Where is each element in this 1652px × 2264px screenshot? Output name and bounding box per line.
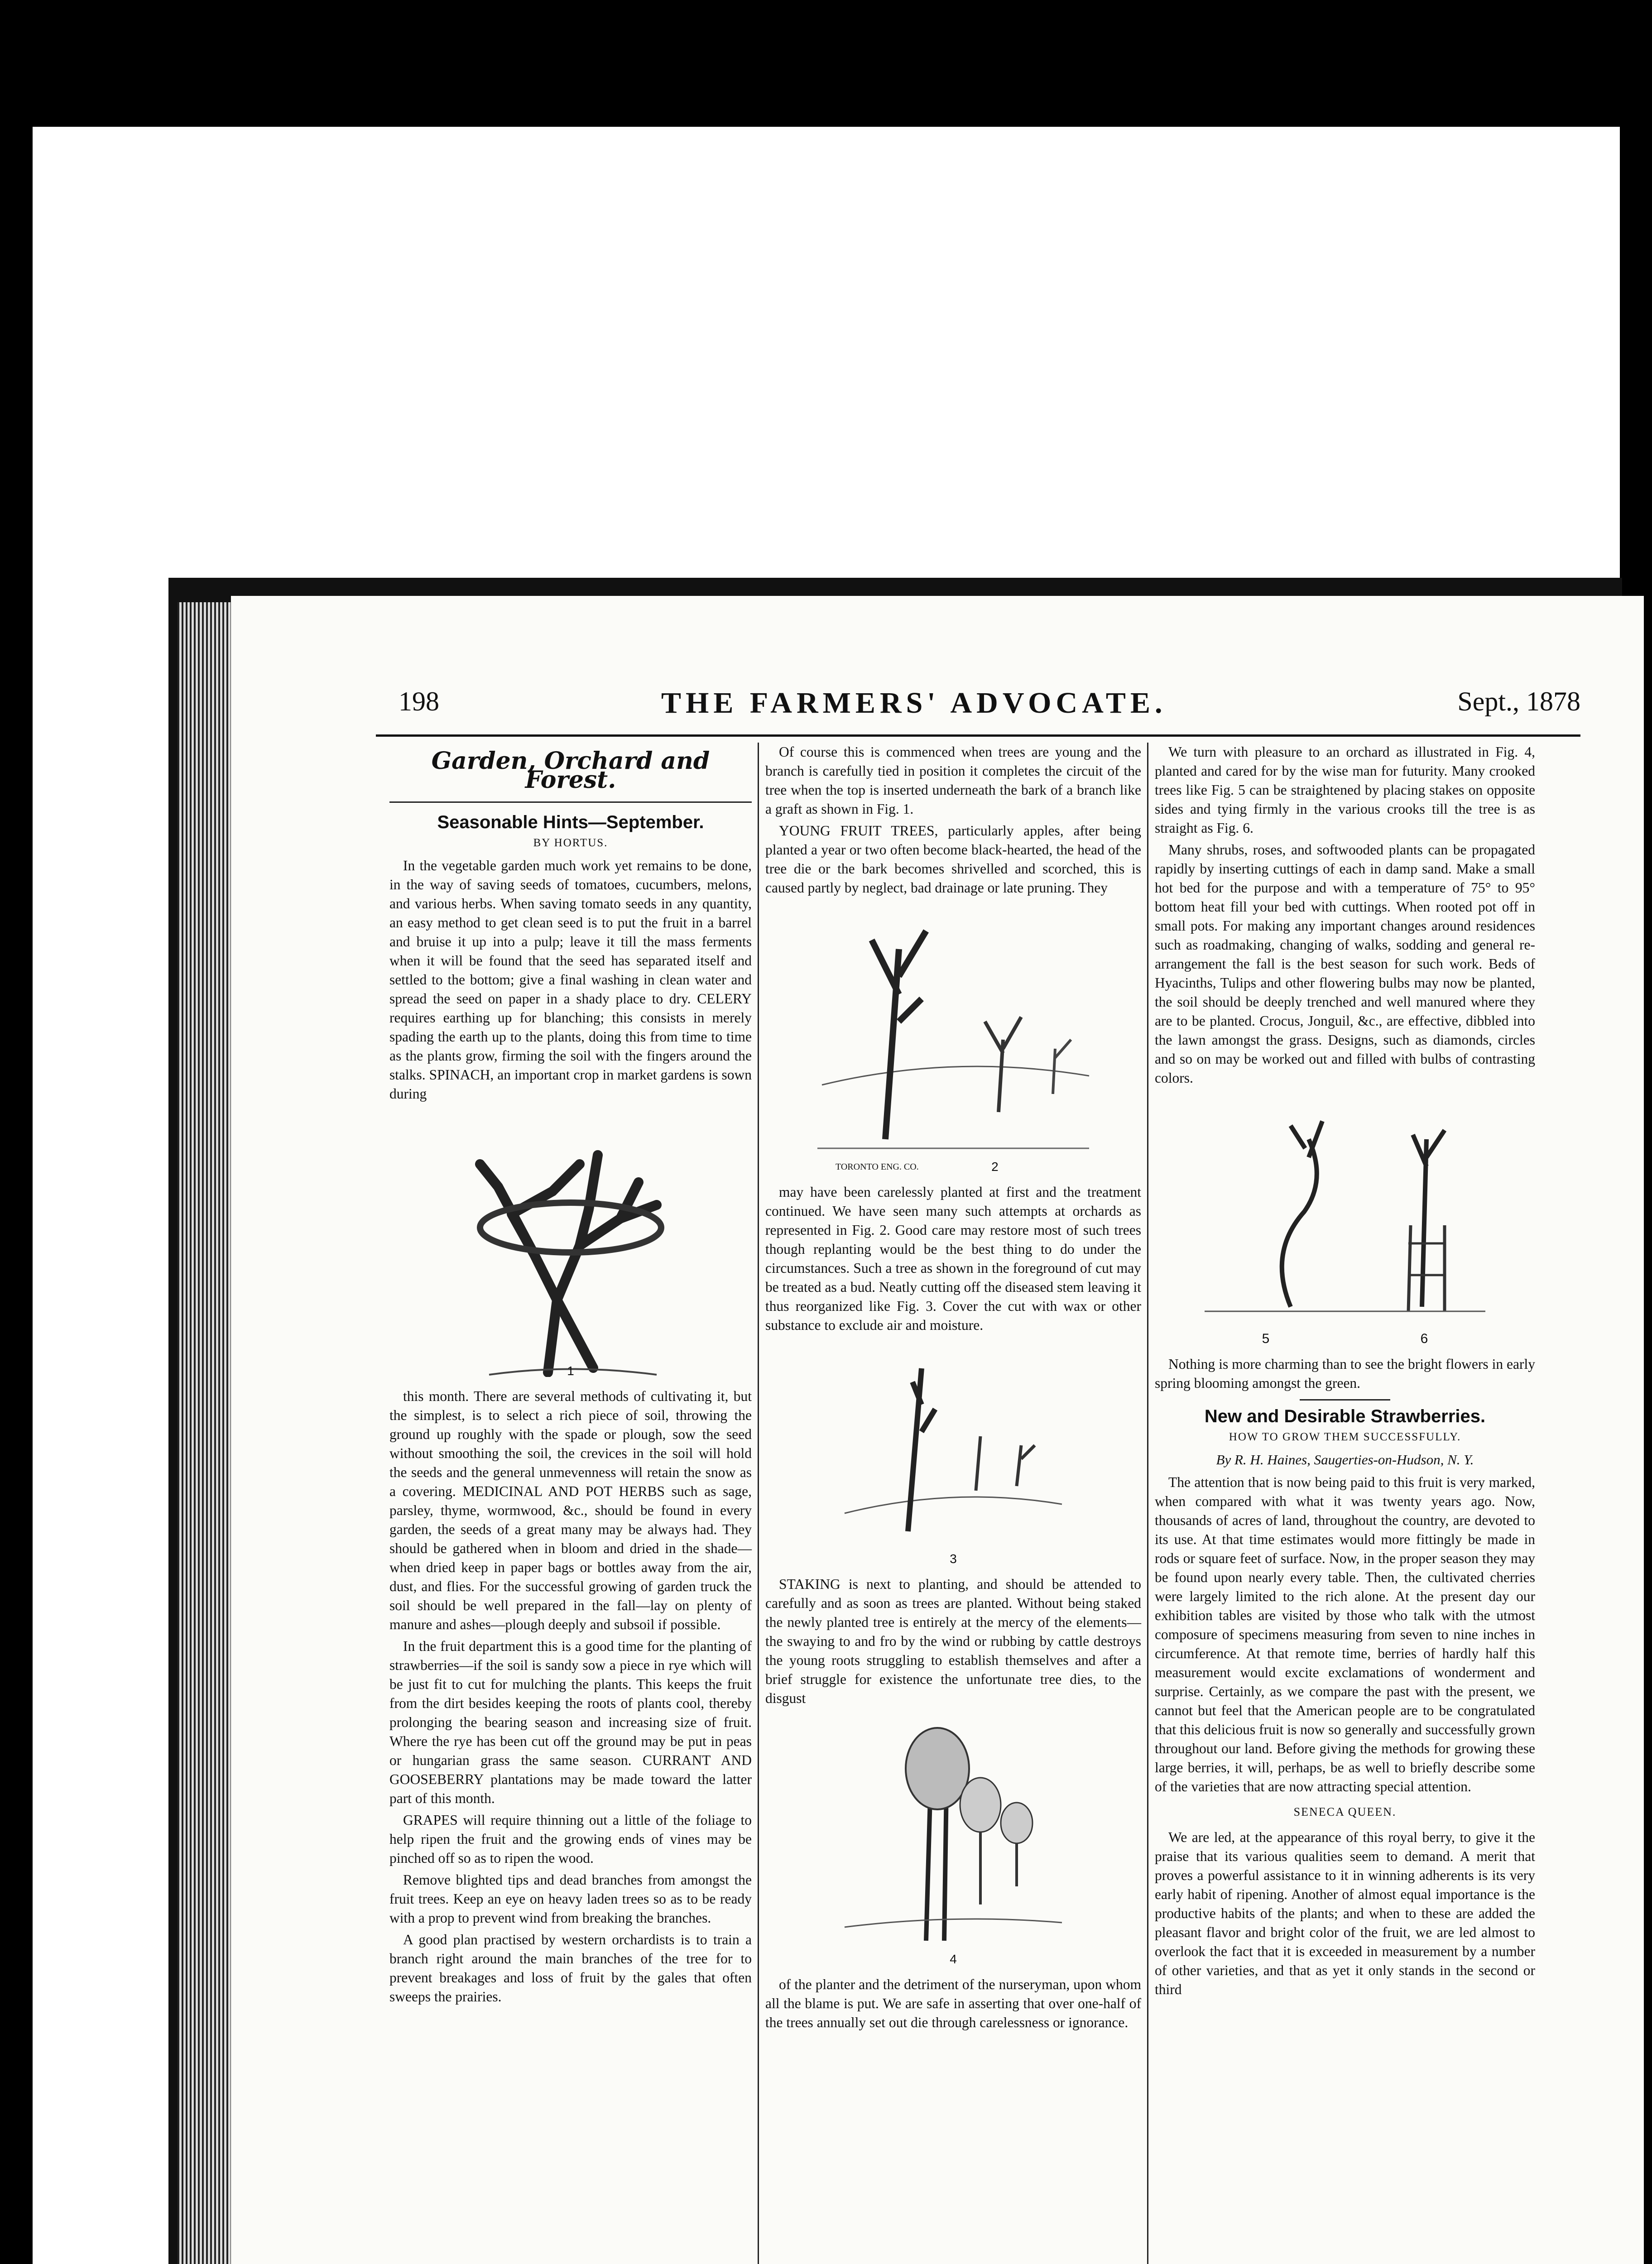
paragraph: In the vegetable garden much work yet remains to be done, in the way of saving seeds of tomatoes, cucumbers, melons, and various herbs. When saving tomato seeds in any quantity, an easy method to get clean seed is to put the fruit in a barrel and bruise it up into a pulp; leave it till the mass ferments when it will be found that the seed has separated itself and settled to the bottom; give a final washing in clean water and spread the seed on paper in a shady place to dry. CELERY requires earthing up for blanching; this consists in merely spading the earth up to the plants, doing this from time to time as the plants grow, firming the soil with the fingers around the stalks. SPINACH, an important crop in market gardens is sown during <box>389 858 752 1102</box>
paragraph: this month. There are several methods of cultivating it, but the simplest, is to select a rich piece of soil, throwing the ground up roughly with the spade or plough, sow the seed without smoothing the soil, the crevices in the soil will hold the seeds and the general unmevenness will retain the snow as a covering. MEDICINAL AND POT HERBS such as sage, parsley, thyme, wormwood, &c., should be found in every garden, the seeds of a great many may be always had. They should be gathered when in bloom and dried in the shade—when dried keep in paper bags or bottles away from the air, dust, and flies. For the successful growing of garden truck the soil should be well prepared in the fall—lay on plenty of manure and ashes—plough deeply and subsoil if possible. <box>389 1388 752 1632</box>
article-title: Seasonable Hints—September. <box>437 812 704 832</box>
figure-1 <box>444 1110 697 1381</box>
paragraph: We are led, at the appearance of this royal berry, to give it the praise that its various qualities seem to demand. A merit that proves a powerful assistance to it in winning adherents is its very early habit of ripening. Another of almost equal importance is the productive habits of the plants; and when to these are added the pleasant flavor and bright color of the fruit, we are led almost to overlook the fact that it is exceeded in measurement by a number of other varieties, and that as yet it only stands in the second or third <box>1155 1829 1535 1997</box>
issue-date: Sept., 1878 <box>1457 686 1580 716</box>
paragraph: may have been carelessly planted at first and the treatment continued. We have seen many such attempts at orchards as represented in Fig. 2. Good care may restore most of such trees though replanting would be the best thing to do under the circumstances. Such a tree as shown in the foreground of cut may be treated as a bud. Neatly cutting off the diseased stem leaving it thus reorganized like Fig. 3. Cover the cut with wax or other substance to exclude air and moisture. <box>765 1184 1141 1333</box>
figure-label: 1 <box>567 1364 574 1378</box>
column-3 <box>1155 743 1535 2002</box>
paragraph: We turn with pleasure to an orchard as illustrated in Fig. 4, planted and cared for by the wise man for futurity. Many crooked trees like Fig. 5 can be straightened by placing stakes on opposite sides and tying firmly in the various crooks till the tree is as straight as Fig. 6. <box>1155 744 1535 836</box>
paragraph: Many shrubs, roses, and softwooded plants can be propagated rapidly by inserting cuttings of each in damp sand. Make a small hot bed for the purpose and with a temperature of 75° to 95° bottom heat fill your bed with cuttings. When rooted pot off in small pots. For making any important changes around residences such as roadmaking, changing of walks, sodding and general re-arrangement the fall is the best season for such work. Beds of Hyacinths, Tulips and other flowering bulbs may now be planted, the soil should be deeply trenched and well manured where they are to be planted. Crocus, Jonguil, &c., are effective, dibbled into the lawn amongst the grass. Designs, such as diamonds, circles and so on may be worked out and filled with bulbs of contrasting colors. <box>1155 842 1535 1086</box>
header-rule <box>376 734 1580 737</box>
tree-illustration <box>444 1110 697 1377</box>
section-heading: Garden, Orchard and Forest. <box>389 743 752 803</box>
staked-orchard-illustration <box>836 1714 1071 1950</box>
paragraph: The attention that is now being paid to this fruit is very marked, when compared with what it was twenty years ago. Now, thousands of acres of land, throughout the country, are devoted to its use. At that time estimates would more fittingly be made in rods or square feet of surface. Now, in the proper season they may be found upon nearly every table. Then, the cultivated cherries were largely limited to the rich alone. At the present day our exhibition tables are visited by those who talk with the utmost composure of specimens measuring from seven to nine inches in circumference. At that remote time, berries of hardly half this measurement would excite exclamations of wonderment and surprise. Certainly, as we compare the past with the present, we cannot but feel that the American people are to be congratulated that this delicious fruit is now so generally and successfully grown throughout our land. Before giving the methods for growing these large berries, it will, perhaps, be as well to briefly describe some of the varieties that are now attracting special attention. <box>1155 1474 1535 1794</box>
paragraph: of the planter and the detriment of the nurseryman, upon whom all the blame is put. We are safe in asserting that over one-half of the trees annually set out die through carelessness or ignorance. <box>765 1976 1141 2030</box>
variety-heading: SENECA QUEEN. <box>1293 1805 1397 1818</box>
figure-label: 2 <box>991 1160 999 1174</box>
column-1 <box>389 743 752 2009</box>
page-edges <box>178 602 232 2264</box>
figure-label: 3 <box>950 1552 957 1566</box>
paragraph: STAKING is next to planting, and should be attended to carefully and as soon as trees are planted. Without being staked the newly planted tree is entirely at the mercy of the elements—the swaying to and fro by the wind or rubbing by cattle destroys the young roots struggling to establish themselves and after a brief struggle for existence the unfortunate tree dies, to the disgust <box>765 1576 1141 1706</box>
page-number: 198 <box>399 686 439 716</box>
paragraph: GRAPES will require thinning out a little of the foliage to help ripen the fruit and the growing ends of vines may be pinched off so as to ripen the wood. <box>389 1812 752 1866</box>
figure-2 <box>808 904 1098 1176</box>
paragraph: In the fruit department this is a good time for the planting of strawberries—if the soil is sandy sow a piece in rye which will be just fit to cut for mulching the plants. This keeps the fruit from the dirt besides keeping the roots of plants cool, thereby prolonging the bearing season and increasing size of fruit. Where the rye has been cut off the ground may be put in peas or hungarian grass the same season. CURRANT AND GOOSEBERRY plantations may be made toward the latter part of this month. <box>389 1638 752 1806</box>
figure-label: 4 <box>950 1952 957 1966</box>
masthead: THE FARMERS' ADVOCATE. <box>661 686 1167 719</box>
paragraph: Of course this is commenced when trees are young and the branch is carefully tied in position it completes the circuit of the tree when the top is inserted underneath the bark of a branch like a graft as shown in Fig. 1. <box>765 744 1141 817</box>
figure-caption-row <box>808 1157 1098 1176</box>
pruned-tree-illustration <box>836 1341 1071 1549</box>
crooked-and-straight-tree-illustration <box>1186 1094 1503 1329</box>
paragraph: A good plan practised by western orchardists is to train a branch right around the main branches of the tree for to prevent breakages and loss of fruit by the gales that often sweeps the prairies. <box>389 1932 752 2005</box>
article-title: New and Desirable Strawberries. <box>1204 1406 1486 1426</box>
figure-labels <box>1186 1329 1503 1348</box>
paragraph: YOUNG FRUIT TREES, particularly apples, after being planted a year or two often become black-hearted, the head of the tree die or the bark becomes shrivelled and scorched, this is caused partly by neglect, bad drainage or late pruning. They <box>765 823 1141 896</box>
engraver-credit: TORONTO ENG. CO. <box>836 1162 919 1172</box>
figure-3 <box>836 1341 1071 1568</box>
orchard-illustration <box>808 904 1098 1157</box>
divider <box>1300 1399 1390 1401</box>
column-2 <box>765 743 1141 2035</box>
figure-label: 6 <box>1420 1331 1428 1346</box>
paragraph: Nothing is more charming than to see the bright flowers in early spring blooming amongst the green. <box>1155 1356 1535 1391</box>
page-header <box>399 686 1580 727</box>
column-divider <box>758 743 759 2264</box>
figure-label: 5 <box>1262 1331 1270 1346</box>
figure-4 <box>836 1714 1071 1969</box>
figures-5-6 <box>1186 1094 1503 1348</box>
column-divider <box>1147 743 1148 2264</box>
paragraph: Remove blighted tips and dead branches from amongst the fruit trees. Keep an eye on heavy laden trees so as to be ready with a prop to prevent wind from breaking the branches. <box>389 1872 752 1926</box>
article-subtitle: HOW TO GROW THEM SUCCESSFULLY. <box>1229 1431 1461 1443</box>
article-byline: BY HORTUS. <box>533 837 608 849</box>
article-byline: By R. H. Haines, Saugerties-on-Hudson, N. Y. <box>1216 1452 1474 1468</box>
